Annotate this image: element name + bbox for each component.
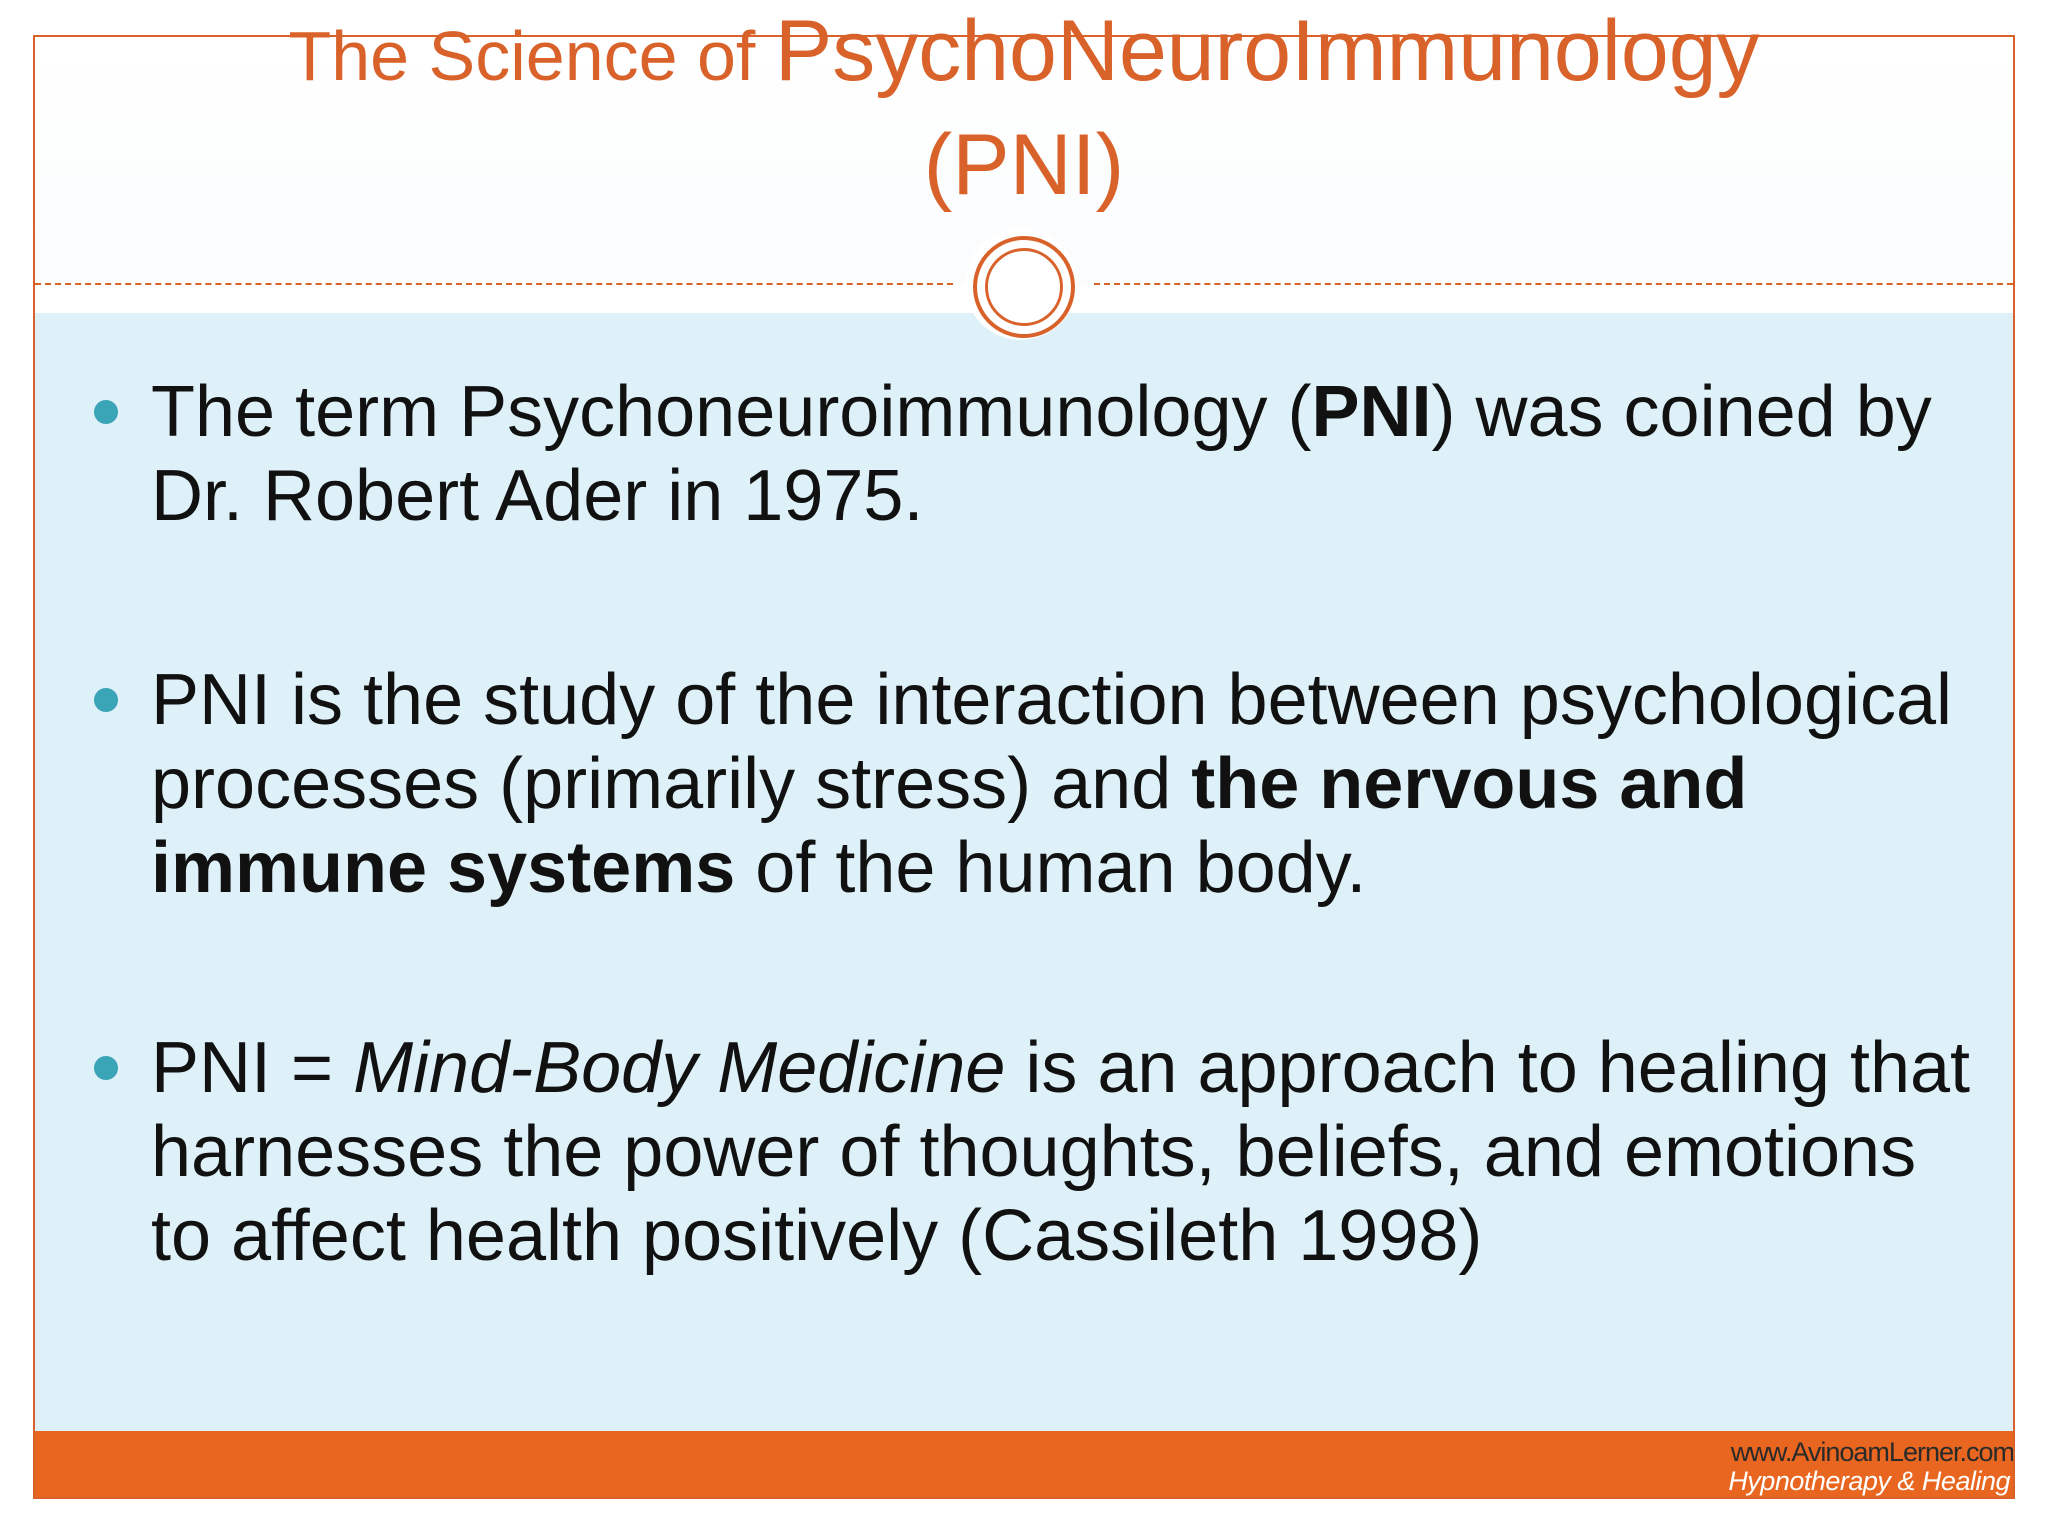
footer-url: www.AvinoamLerner.com (1730, 1437, 2014, 1467)
title-prefix: The Science of (288, 17, 775, 95)
bullet-3-segment-3: is an approach to healing that harnesses the power of thoughts, beliefs, and emotions to affect health positively (Cassileth 1998) (151, 1028, 1971, 1276)
slide-title-line2: (PNI) (923, 117, 1125, 213)
slide-frame (33, 35, 2015, 1499)
bullet-3-segment-1: PNI = (151, 1028, 354, 1108)
bullet-1-segment-1: The term Psychoneuroimmunology ( (151, 372, 1312, 452)
slide-title-line1 (0, 2, 2048, 101)
bullet-2-segment-1: PNI is the study of the interaction between psychological processes (primarily stress) and (151, 660, 1953, 824)
bullet-3-segment-2: Mind-Body Medicine (353, 1028, 1006, 1108)
footer-tagline: Hypnotherapy & Healing (1728, 1466, 2010, 1496)
bullet-2-segment-3: of the human body. (735, 828, 1367, 908)
bullet-2-segment-2: the nervous and immune systems (151, 744, 1748, 908)
bullet-1-segment-2: PNI (1311, 372, 1432, 452)
bullet-1-segment-3: ) was coined by Dr. Robert Ader in 1975. (151, 372, 1932, 536)
title-main: PsychoNeuroImmunology (774, 3, 1760, 99)
